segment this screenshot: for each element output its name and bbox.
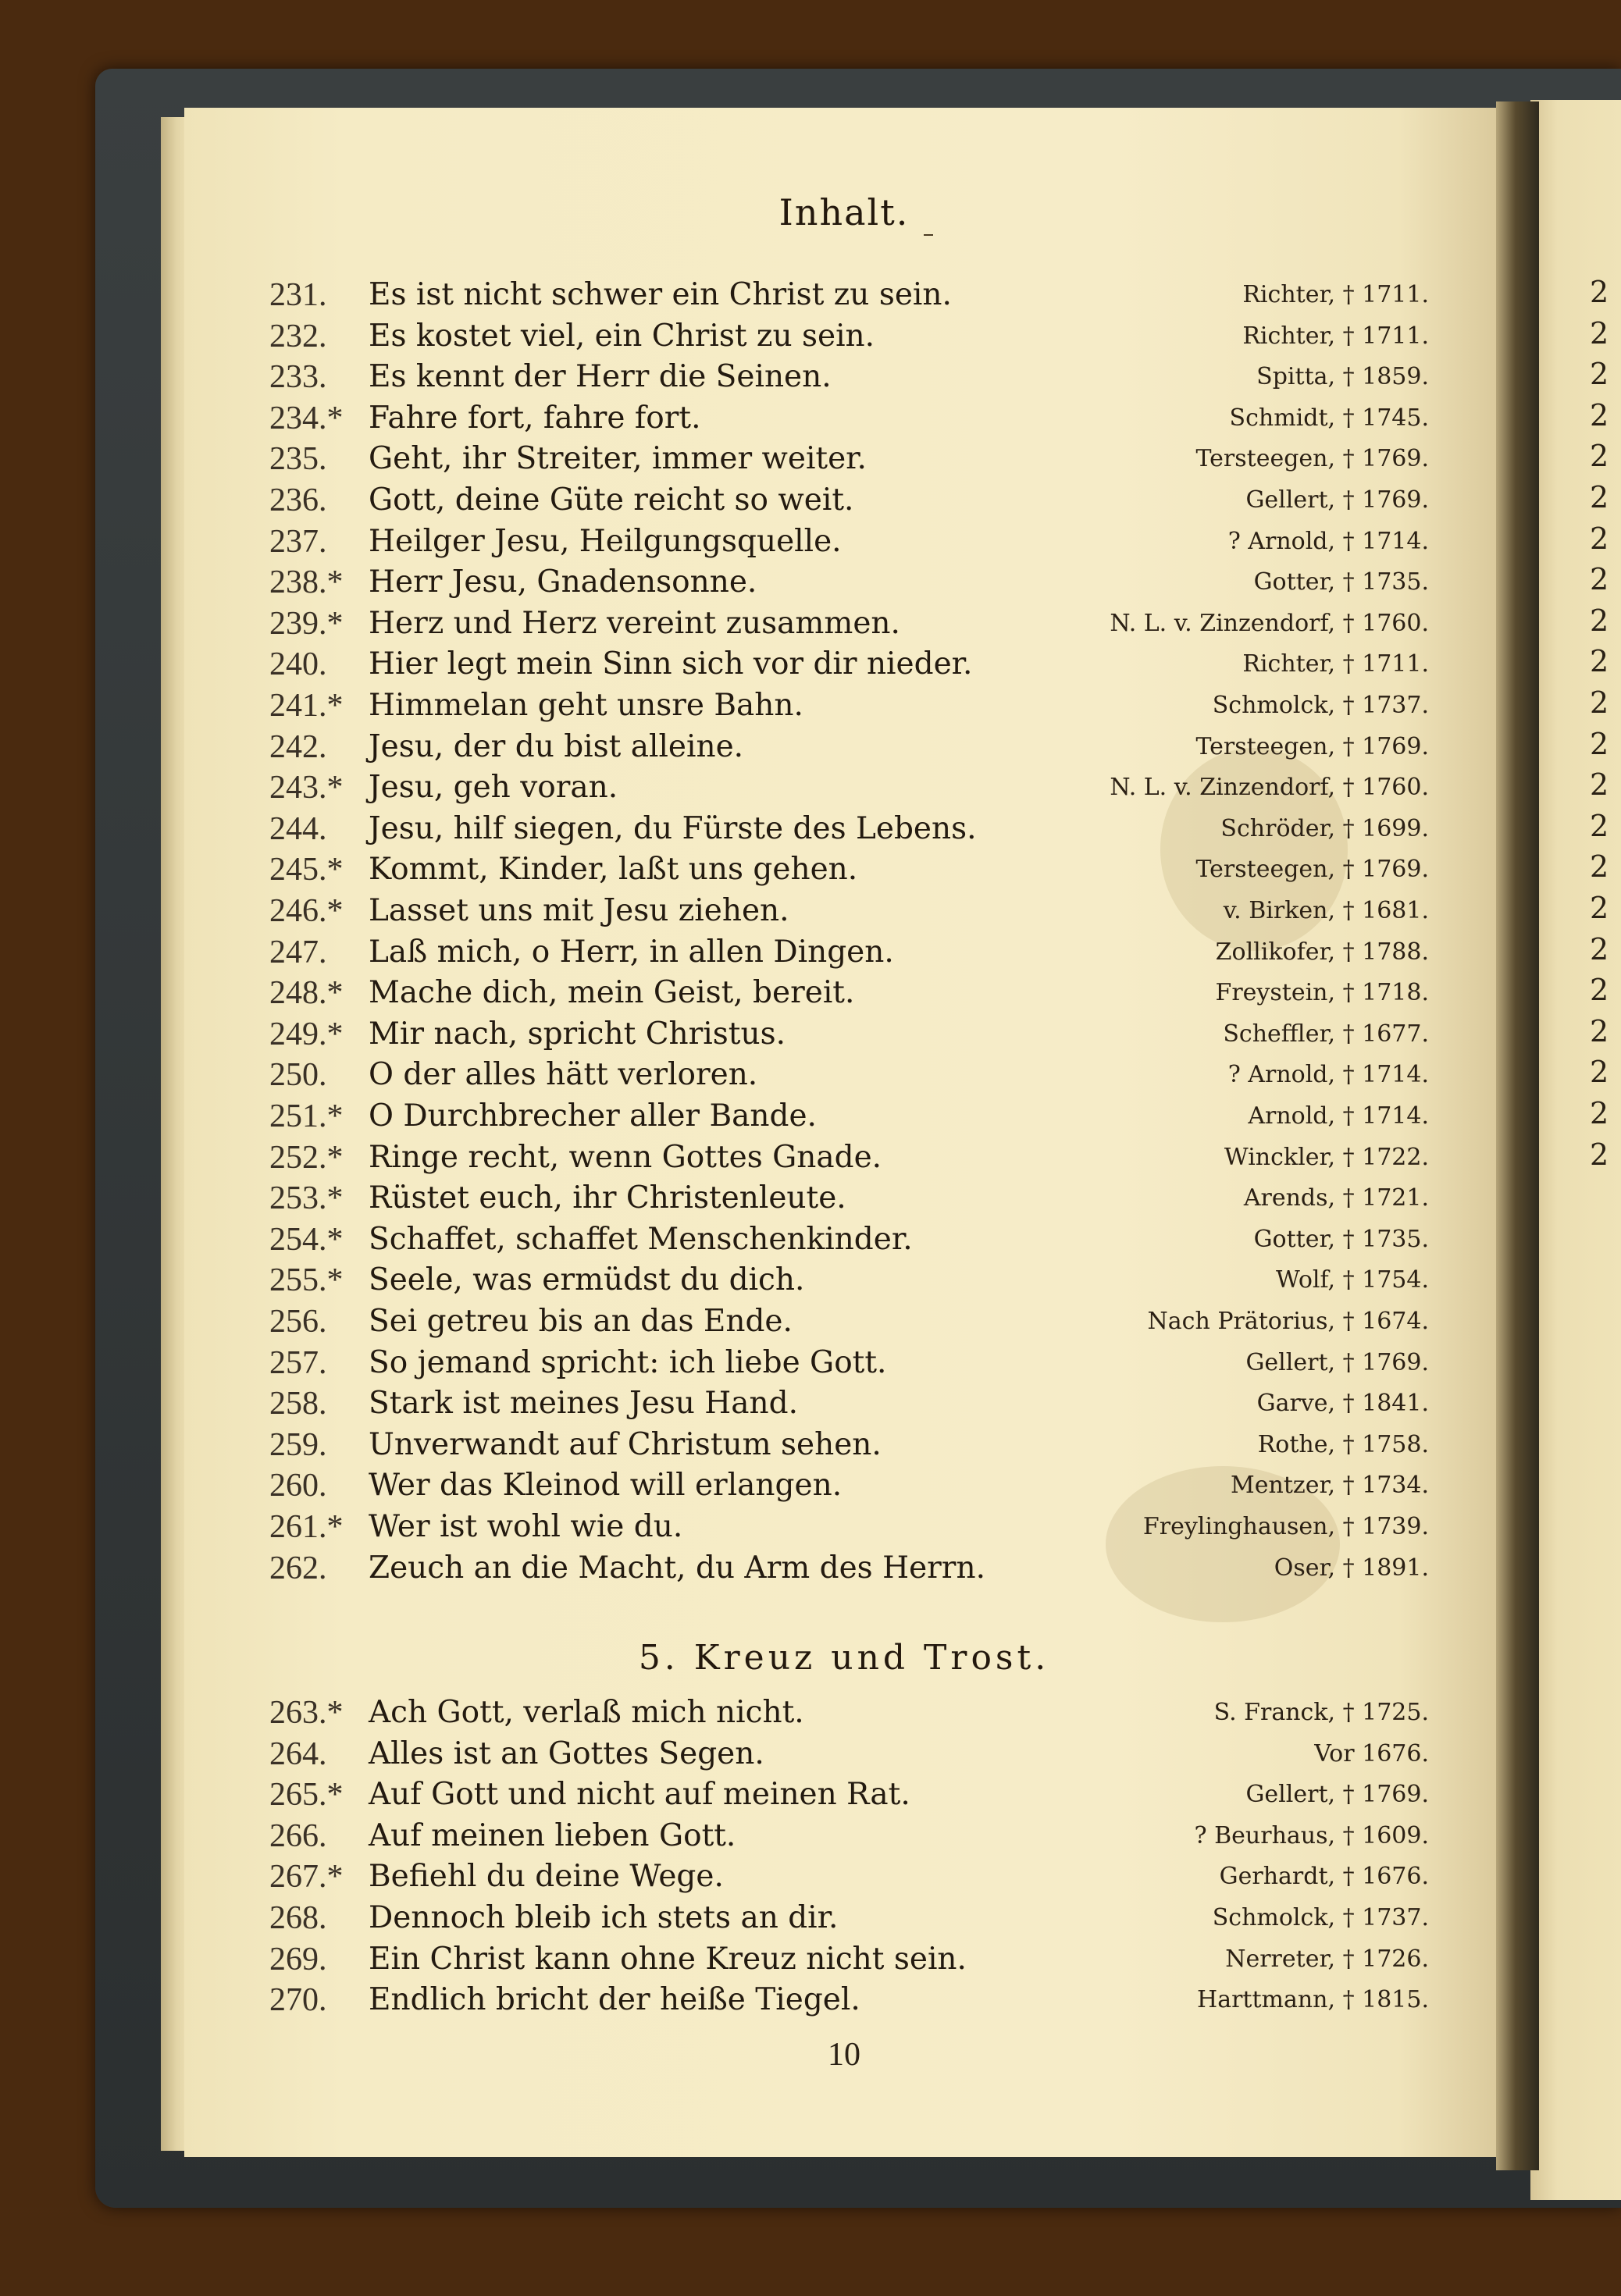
hymn-author: Freystein, † 1718.	[1215, 979, 1429, 1007]
hymn-author: Arnold, † 1714.	[1248, 1102, 1429, 1130]
toc-entry	[0, 809, 1429, 849]
facing-page-digit: 2	[1590, 808, 1609, 843]
hymn-author: Mentzer, † 1734.	[1231, 1472, 1429, 1500]
hymn-author: Gotter, † 1735.	[1253, 1225, 1429, 1253]
hymn-number: 249.*	[269, 1016, 344, 1052]
hymn-title: Dennoch bleib ich stets an dir.	[369, 1900, 839, 1935]
hymn-title: Wer ist wohl wie du.	[369, 1509, 683, 1544]
hymn-title: Endlich bricht der heiße Tiegel.	[369, 1982, 860, 2018]
toc-entry	[0, 767, 1429, 808]
facing-page-digit: 2	[1590, 849, 1609, 885]
hymn-title: Ach Gott, verlaß mich nicht.	[369, 1695, 804, 1730]
toc-entry	[0, 357, 1429, 397]
hymn-number: 252.*	[269, 1139, 344, 1176]
toc-entry	[0, 849, 1429, 890]
hymn-author: Spitta, † 1859.	[1256, 363, 1429, 391]
facing-page-digit: 2	[1590, 397, 1609, 433]
facing-page-digit: 2	[1590, 891, 1609, 925]
facing-page-digit: 2	[1590, 726, 1609, 761]
hymn-author: v. Birken, † 1681.	[1223, 897, 1429, 924]
hymn-author: ? Beurhaus, † 1609.	[1194, 1821, 1429, 1849]
hymn-author: Arends, † 1721.	[1243, 1184, 1429, 1212]
hymn-number: 248.*	[269, 975, 344, 1012]
toc-entry	[0, 1096, 1429, 1137]
toc-entry	[0, 973, 1429, 1013]
toc-entry	[0, 1301, 1429, 1342]
hymn-title: Auf meinen lieben Gott.	[369, 1817, 736, 1853]
toc-entry	[0, 1507, 1429, 1547]
toc-entry	[0, 439, 1429, 479]
hymn-author: Harttmann, † 1815.	[1197, 1986, 1429, 2014]
hymn-number: 253.*	[269, 1180, 344, 1217]
toc-entry	[0, 480, 1429, 521]
hymn-number: 237.	[269, 523, 327, 560]
toc-entry	[0, 1465, 1429, 1506]
hymn-title: Jesu, der du bist alleine.	[369, 728, 744, 764]
toc-entry	[0, 1137, 1429, 1178]
hymn-number: 233.	[269, 359, 327, 396]
facing-page-digit: 2	[1590, 521, 1609, 556]
hymn-number: 234.*	[269, 400, 344, 436]
facing-page-digit: 2	[1590, 1055, 1609, 1090]
hymn-number: 232.	[269, 318, 327, 354]
hymn-author: Tersteegen, † 1769.	[1195, 732, 1429, 760]
hymn-author: Vor 1676.	[1314, 1739, 1429, 1767]
hymn-title: Zeuch an die Macht, du Arm des Herrn.	[369, 1550, 985, 1586]
hymn-author: Wolf, † 1754.	[1276, 1266, 1429, 1294]
hymn-number: 256.	[269, 1304, 327, 1340]
hymn-author: Nach Prätorius, † 1674.	[1147, 1308, 1429, 1335]
hymn-title: Jesu, geh voran.	[369, 770, 618, 806]
hymn-number: 266.	[269, 1817, 327, 1854]
hymn-title: Wer das Kleinod will erlangen.	[369, 1468, 843, 1504]
hymn-title: Fahre fort, fahre fort.	[369, 400, 701, 436]
toc-entry	[0, 644, 1429, 685]
hymn-number: 236.	[269, 482, 327, 518]
page-header: Inhalt.	[778, 191, 910, 233]
hymn-author: Gotter, † 1735.	[1253, 568, 1429, 596]
facing-page-digit: 2	[1590, 439, 1609, 474]
hymn-title: Herr Jesu, Gnadensonne.	[369, 564, 757, 600]
hymn-title: Jesu, hilf siegen, du Fürste des Lebens.	[369, 810, 977, 846]
facing-page-digit: 2	[1590, 1096, 1609, 1130]
hymn-number: 269.	[269, 1941, 327, 1977]
hymn-number: 243.*	[269, 770, 344, 806]
hymn-number: 270.	[269, 1982, 327, 2019]
toc-entry	[0, 1898, 1429, 1938]
facing-page-digit: 2	[1590, 644, 1609, 679]
hymn-author: Schmolck, † 1737.	[1212, 692, 1429, 719]
hymn-author: Gellert, † 1769.	[1245, 486, 1429, 514]
hymn-title: O der alles hätt verloren.	[369, 1057, 758, 1093]
toc-entry	[0, 1548, 1429, 1589]
toc-entry	[0, 1343, 1429, 1383]
hymn-title: Schaffet, schaffet Menschenkinder.	[369, 1221, 913, 1257]
hymn-title: Es ist nicht schwer ein Christ zu sein.	[369, 277, 952, 312]
toc-entry	[0, 1734, 1429, 1775]
hymn-number: 247.	[269, 934, 327, 970]
hymn-author: Oser, † 1891.	[1274, 1554, 1429, 1582]
toc-entry	[0, 1055, 1429, 1095]
hymn-number: 250.	[269, 1057, 327, 1094]
hymn-number: 259.	[269, 1426, 327, 1463]
section-heading: 5. Kreuz und Trost.	[638, 1638, 1050, 1678]
hymn-author: S. Franck, † 1725.	[1213, 1699, 1429, 1726]
facing-page-digit: 2	[1590, 1013, 1609, 1048]
hymn-number: 254.*	[269, 1221, 344, 1258]
hymn-author: N. L. v. Zinzendorf, † 1760.	[1110, 774, 1429, 802]
hymn-number: 263.*	[269, 1695, 344, 1731]
hymn-title: Es kostet viel, ein Christ zu sein.	[369, 318, 875, 354]
hymn-title: O Durchbrecher aller Bande.	[369, 1098, 817, 1134]
facing-page-digit: 2	[1590, 767, 1609, 803]
hymn-title: Kommt, Kinder, laßt uns gehen.	[369, 852, 858, 888]
hymn-title: Herz und Herz vereint zusammen.	[369, 605, 900, 641]
hymn-title: Unverwandt auf Christum sehen.	[369, 1426, 882, 1462]
hymn-title: Auf Gott und nicht auf meinen Rat.	[369, 1777, 910, 1813]
hymn-number: 257.	[269, 1344, 327, 1381]
hymn-author: Schmidt, † 1745.	[1229, 404, 1429, 432]
hymn-number: 260.	[269, 1468, 327, 1504]
hymn-title: Mir nach, spricht Christus.	[369, 1016, 786, 1052]
hymn-number: 255.*	[269, 1262, 344, 1299]
header-mark	[924, 234, 933, 236]
hymn-author: Richter, † 1711.	[1242, 281, 1429, 308]
hymn-title: Alles ist an Gottes Segen.	[369, 1735, 764, 1771]
toc-entry	[0, 1816, 1429, 1856]
hymn-author: ? Arnold, † 1714.	[1227, 1061, 1429, 1089]
toc-entry	[0, 1939, 1429, 1980]
toc-entry	[0, 1856, 1429, 1897]
toc-entry	[0, 1260, 1429, 1301]
hymn-number: 264.	[269, 1735, 327, 1772]
hymn-author: Richter, † 1711.	[1242, 322, 1429, 350]
hymn-author: Gellert, † 1769.	[1245, 1348, 1429, 1376]
facing-page-digit: 2	[1590, 1137, 1609, 1172]
toc-entry	[0, 1383, 1429, 1424]
hymn-author: Freylinghausen, † 1739.	[1142, 1513, 1429, 1540]
toc-entry	[0, 603, 1429, 644]
hymn-number: 244.	[269, 810, 327, 847]
hymn-number: 246.*	[269, 893, 344, 929]
hymn-number: 258.	[269, 1386, 327, 1422]
hymn-title: Stark ist meines Jesu Hand.	[369, 1386, 798, 1422]
hymn-number: 265.*	[269, 1777, 344, 1814]
hymn-number: 242.	[269, 728, 327, 765]
hymn-title: Lasset uns mit Jesu ziehen.	[369, 893, 789, 928]
hymn-title: Mache dich, mein Geist, bereit.	[369, 975, 855, 1011]
toc-entry	[0, 1693, 1429, 1733]
hymn-author: Garve, † 1841.	[1256, 1390, 1429, 1418]
hymn-number: 251.*	[269, 1098, 344, 1134]
hymn-author: Tersteegen, † 1769.	[1195, 445, 1429, 473]
toc-entry	[0, 1219, 1429, 1260]
hymn-number: 239.*	[269, 605, 344, 642]
hymn-number: 240.	[269, 646, 327, 683]
hymn-title: Rüstet euch, ihr Christenleute.	[369, 1180, 846, 1216]
hymn-title: Befiehl du deine Wege.	[369, 1859, 724, 1895]
hymn-title: Geht, ihr Streiter, immer weiter.	[369, 441, 867, 477]
facing-page-digit: 2	[1590, 685, 1609, 720]
hymn-title: Ringe recht, wenn Gottes Gnade.	[369, 1139, 882, 1175]
hymn-title: Hier legt mein Sinn sich vor dir nieder.	[369, 646, 973, 682]
hymn-author: Schmolck, † 1737.	[1212, 1904, 1429, 1931]
hymn-number: 231.	[269, 277, 327, 313]
hymn-title: Ein Christ kann ohne Kreuz nicht sein.	[369, 1941, 967, 1977]
toc-entry	[0, 1980, 1429, 2020]
hymn-number: 268.	[269, 1900, 327, 1936]
toc-entry	[0, 891, 1429, 931]
hymn-number: 238.*	[269, 564, 344, 601]
hymn-title: Heilger Jesu, Heilgungsquelle.	[369, 523, 842, 559]
hymn-author: Scheffler, † 1677.	[1223, 1020, 1429, 1048]
hymn-number: 245.*	[269, 852, 344, 888]
toc-entry	[0, 685, 1429, 726]
hymn-author: Tersteegen, † 1769.	[1195, 856, 1429, 884]
page-number: 10	[828, 2037, 860, 2073]
toc-entry	[0, 521, 1429, 562]
toc-entry	[0, 316, 1429, 357]
hymn-author: ? Arnold, † 1714.	[1227, 527, 1429, 555]
facing-page-digit: 2	[1590, 931, 1609, 966]
hymn-title: Himmelan geht unsre Bahn.	[369, 688, 803, 723]
hymn-author: Schröder, † 1699.	[1220, 814, 1429, 842]
toc-entry	[0, 932, 1429, 973]
hymn-number: 267.*	[269, 1859, 344, 1896]
hymn-author: Gerhardt, † 1676.	[1219, 1863, 1429, 1891]
hymn-author: Gellert, † 1769.	[1245, 1781, 1429, 1809]
hymn-title: Es kennt der Herr die Seinen.	[369, 359, 832, 395]
hymn-title: Seele, was ermüdst du dich.	[369, 1262, 805, 1298]
hymn-number: 262.	[269, 1550, 327, 1586]
facing-page-digit: 2	[1590, 603, 1609, 638]
toc-entry	[0, 1014, 1429, 1055]
toc-entry	[0, 727, 1429, 767]
hymn-author: Nerreter, † 1726.	[1225, 1945, 1429, 1973]
toc-entry	[0, 562, 1429, 603]
hymn-author: Richter, † 1711.	[1242, 650, 1429, 678]
toc-entry	[0, 1178, 1429, 1219]
facing-page-digit: 2	[1590, 275, 1609, 309]
hymn-author: Rothe, † 1758.	[1257, 1430, 1429, 1458]
hymn-author: N. L. v. Zinzendorf, † 1760.	[1110, 609, 1429, 637]
hymn-title: Sei getreu bis an das Ende.	[369, 1304, 793, 1339]
book-gutter	[1496, 101, 1539, 2170]
hymn-number: 235.	[269, 441, 327, 478]
hymn-number: 261.*	[269, 1509, 344, 1545]
toc-entry	[0, 398, 1429, 439]
hymn-title: So jemand spricht: ich liebe Gott.	[369, 1344, 887, 1380]
toc-entry	[0, 275, 1429, 315]
hymn-author: Zollikofer, † 1788.	[1215, 938, 1429, 966]
toc-entry	[0, 1425, 1429, 1465]
hymn-title: Gott, deine Güte reicht so weit.	[369, 482, 854, 518]
facing-page-digit: 2	[1590, 973, 1609, 1008]
facing-page-digit: 2	[1590, 480, 1609, 514]
facing-page-digit: 2	[1590, 315, 1609, 351]
toc-entry	[0, 1775, 1429, 1815]
hymn-author: Winckler, † 1722.	[1224, 1143, 1429, 1171]
facing-page-digit: 2	[1590, 562, 1609, 597]
facing-page-digit: 2	[1590, 357, 1609, 392]
hymn-title: Laß mich, o Herr, in allen Dingen.	[369, 934, 894, 970]
hymn-number: 241.*	[269, 688, 344, 724]
